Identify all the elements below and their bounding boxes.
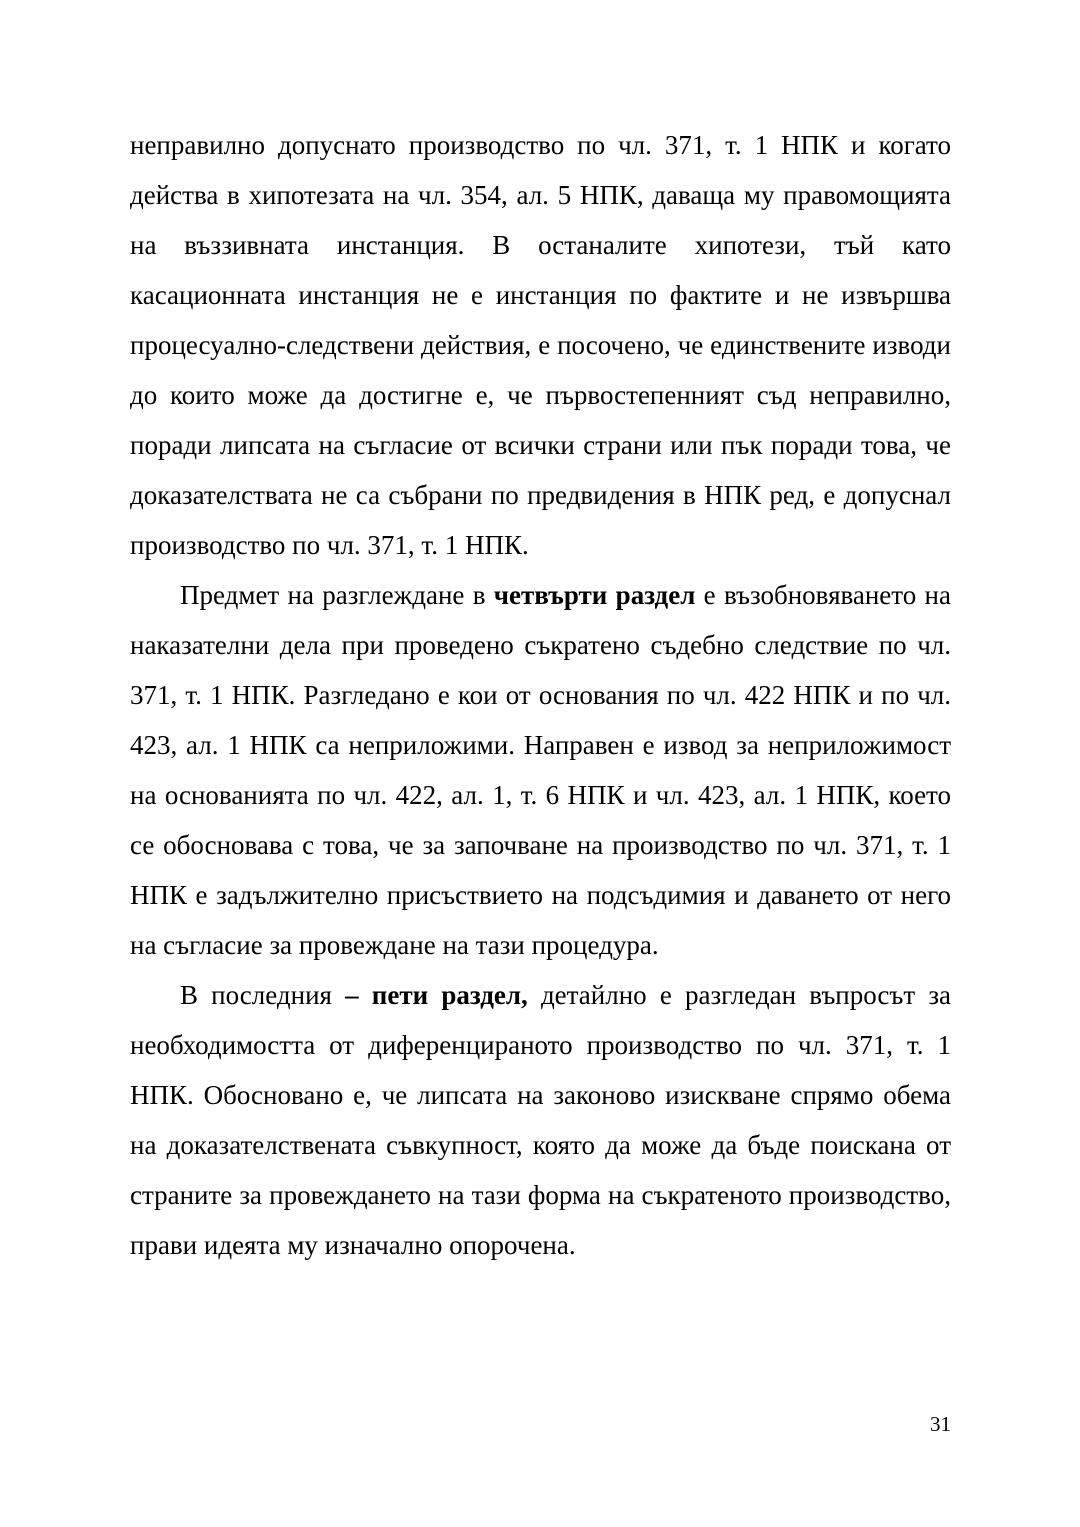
paragraph-text: В последния (180, 980, 346, 1010)
paragraph-text: Предмет на разглеждане в (180, 580, 494, 610)
paragraph-text: детайлно е разгледан въпросът за необходимостта от диференцираното производство по чл. 371, т. 1 НПК. Обосновано е, че липсата на законово изискване спрямо обема на доказателствената съвкупност, която да може да бъде поискана от страните за провеждането на тази форма на съкратеното производство, прави идеята му изначално опорочена. (130, 980, 952, 1260)
document-body (130, 120, 951, 1270)
paragraph-section-four (130, 570, 951, 970)
paragraph-continuation: неправилно допуснато производство по чл. 371, т. 1 НПК и когато действа в хипотезата на чл. 354, ал. 5 НПК, даваща му правомощията на въззивната инстанция. В останалите хипотези, тъй като касационната инстанция не е инстанция по фактите и не извършва процесуално-следствени действия, е посочено, че единствените изводи до които може да достигне е, че първостепенният съд неправилно, поради липсата на съгласие от всички страни или пък поради това, че доказателствата не са събрани по предвидения в НПК ред, е допуснал производство по чл. 371, т. 1 НПК. (130, 130, 951, 560)
paragraph-section-five (130, 970, 951, 1270)
section-heading-bold: четвърти раздел (493, 580, 696, 610)
paragraph-text: е възобновяването на наказателни дела при проведено съкратено съдебно следствие по чл. 371, т. 1 НПК. Разгледано е кои от основания по чл. 422 НПК и по чл. 423, ал. 1 НПК са неприложими. Направен е извод за неприложимост на основанията по чл. 422, ал. 1, т. 6 НПК и чл. 423, ал. 1 НПК, което се обосновава с това, че за започване на производство по чл. 371, т. 1 НПК е задължително присъствието на подсъдимия и даването от него на съгласие за провеждане на тази процедура. (130, 580, 951, 960)
page-number: 31 (930, 1412, 951, 1436)
section-heading-bold: – пети раздел, (345, 980, 528, 1010)
